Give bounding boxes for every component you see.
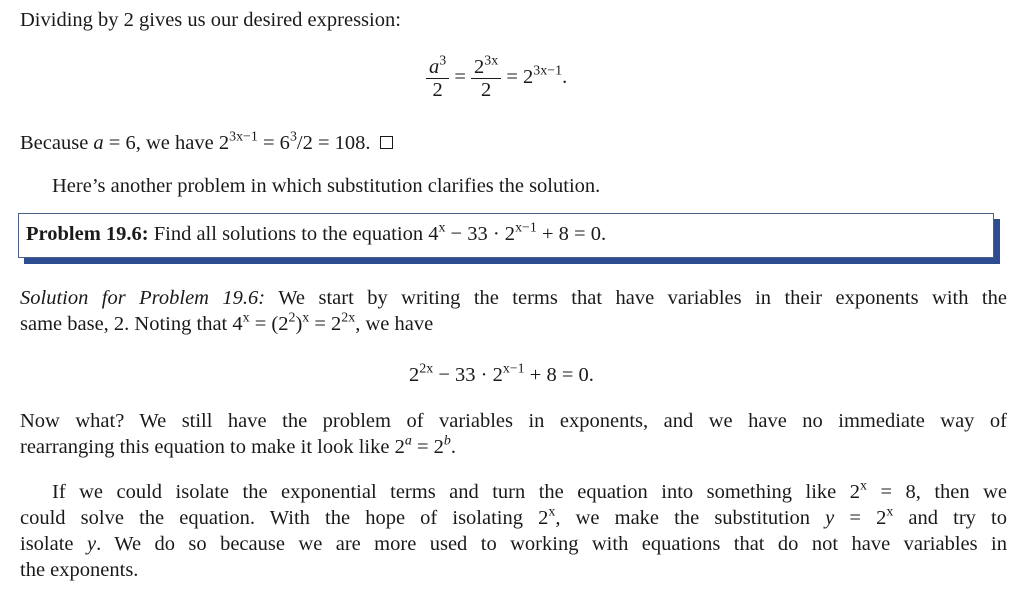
para3-line-3: isolate y. We do so because we are more used to working with equations that do not have variables in <box>20 533 1007 555</box>
solution-line-1: Solution for Problem 19.6: We start by writing the terms that have variables in their exponents with the <box>20 287 1007 309</box>
intro-line: Dividing by 2 gives us our desired expression: <box>20 9 401 31</box>
fraction-a-cubed-over-2: $\frac{a^3}{2}$ <box>426 56 449 101</box>
para2-line-2: rearranging this equation to make it look like $2^a = 2^b$. <box>20 433 456 458</box>
equation-2: $2^{2x} - 33 \cdot 2^{x-1} + 8 = 0$. <box>409 361 594 386</box>
equation-1: $\frac{a^3}{2}$ = $\frac{2^{3x}}{2}$ = $2^{3x-1}$. <box>426 56 567 101</box>
problem-label: Problem 19.6: <box>26 223 149 245</box>
transition-line: Here’s another problem in which substitution clarifies the solution. <box>52 175 601 197</box>
para3-line-1: If we could isolate the exponential terms and turn the equation into something like $2^x = 8$, then we <box>52 478 1007 503</box>
para3-line-2: could solve the equation. With the hope of isolating 2$^x$, we make the substitution $y = 2^x$ and try to <box>20 504 1008 529</box>
problem-statement: Problem 19.6: Find all solutions to the equation $4^x - 33 \cdot 2^{x-1} + 8 = 0$. <box>26 220 607 245</box>
fraction-2-pow-3x-over-2: $\frac{2^{3x}}{2}$ <box>471 56 501 101</box>
qed-square-icon <box>380 136 393 149</box>
because-line: Because a = 6, we have $2^{3x-1} = 6^3/2 = 108$. <box>20 131 393 155</box>
para2-line-1: Now what? We still have the problem of variables in exponents, and we have no immediate way of <box>20 410 1007 432</box>
solution-line-2: same base, 2. Noting that $4^x = (2^2)^x = 2^{2x}$, we have <box>20 310 434 335</box>
problem-box <box>18 213 994 258</box>
solution-label: Solution for Problem 19.6: <box>20 287 266 309</box>
para3-line-4: the exponents. <box>20 559 139 581</box>
